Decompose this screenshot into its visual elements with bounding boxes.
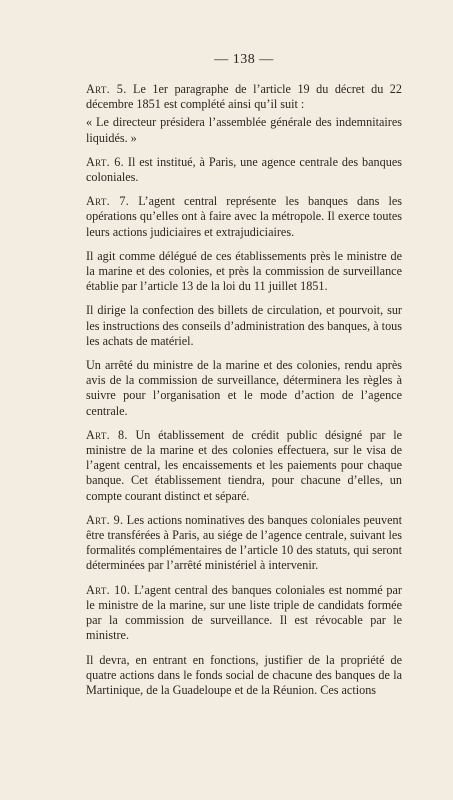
paragraph-art8	[86, 428, 402, 504]
article-label: Art. 7.	[86, 194, 130, 209]
paragraph-text: Il dirige la confection des billets de circulation, et pourvoit, sur les instructions des conseils d’administration des banques, à tous les achats de matériel.	[86, 303, 402, 348]
paragraph-art6	[86, 155, 402, 185]
paragraph-art7-d	[86, 358, 402, 419]
paragraph-text: L’agent central des banques coloniales est nommé par le ministre de la marine, sur une liste triple de candidats formée par la commission de surveillance. Il est révocable par le ministre.	[86, 582, 402, 643]
paragraph-art7	[86, 194, 402, 240]
paragraph-art10	[86, 583, 402, 644]
paragraph-text: Le 1er paragraphe de l’article 19 du décret du 22 décembre 1851 est complété ainsi qu’il suit :	[86, 82, 402, 112]
paragraph-art7-c	[86, 303, 402, 349]
paragraph-text: Un établissement de crédit public désigné par le ministre de la marine et des colonies effectuera, sur le visa de l’agent central, les encaissements et les paiements pour chaque banque. Cet établissement tiendra, pour chacune d’elles, un compte courant distinct et séparé.	[86, 427, 402, 503]
article-label: Art. 9.	[86, 512, 124, 527]
article-label: Art. 6.	[86, 154, 124, 169]
paragraph-text: Il devra, en entrant en fonctions, justifier de la propriété de quatre actions dans le fonds social de chacune des banques de la Martinique, de la Guadeloupe et de la Réunion. Ces actions	[86, 652, 402, 697]
paragraph-text: Il est institué, à Paris, une agence centrale des banques coloniales.	[86, 154, 402, 185]
paragraph-text: Les actions nominatives des banques coloniales peuvent être transférées à Paris, au siége de l’agence centrale, suivant les formalités complémentaires de l’article 10 des statuts, qui seront déterminées par l’arrêté ministériel à intervenir.	[86, 512, 402, 573]
paragraph-text: Un arrêté du ministre de la marine et des colonies, rendu après avis de la commission de surveillance, déterminera les règles à suivre pour l’organisation et le mode d’action de l’agence centrale.	[86, 358, 402, 418]
paragraph-art5	[86, 82, 402, 112]
paragraph-text: « Le directeur présidera l’assemblée générale des indemnitaires liquidés. »	[86, 115, 402, 145]
article-label: Art. 8.	[86, 427, 128, 442]
article-label: Art. 10.	[86, 582, 131, 597]
paragraph-art9	[86, 513, 402, 574]
paragraph-art10-b	[86, 653, 402, 699]
paragraph-art7-b	[86, 249, 402, 295]
paragraph-text: Il agit comme délégué de ces établissements près le ministre de la marine et des colonies, et près la commission de surveillance établie par l’article 13 de la loi du 11 juillet 1851.	[86, 248, 402, 294]
page-number: — 138 —	[214, 52, 274, 67]
paragraph-art5-quote	[86, 115, 402, 145]
article-label: Art. 5.	[86, 82, 127, 96]
paragraph-text: L’agent central représente les banques dans les opérations qu’elles ont à faire avec la métropole. Il exerce toutes leurs actions judiciaires et extrajudiciaires.	[86, 194, 402, 239]
document-page	[86, 52, 402, 707]
